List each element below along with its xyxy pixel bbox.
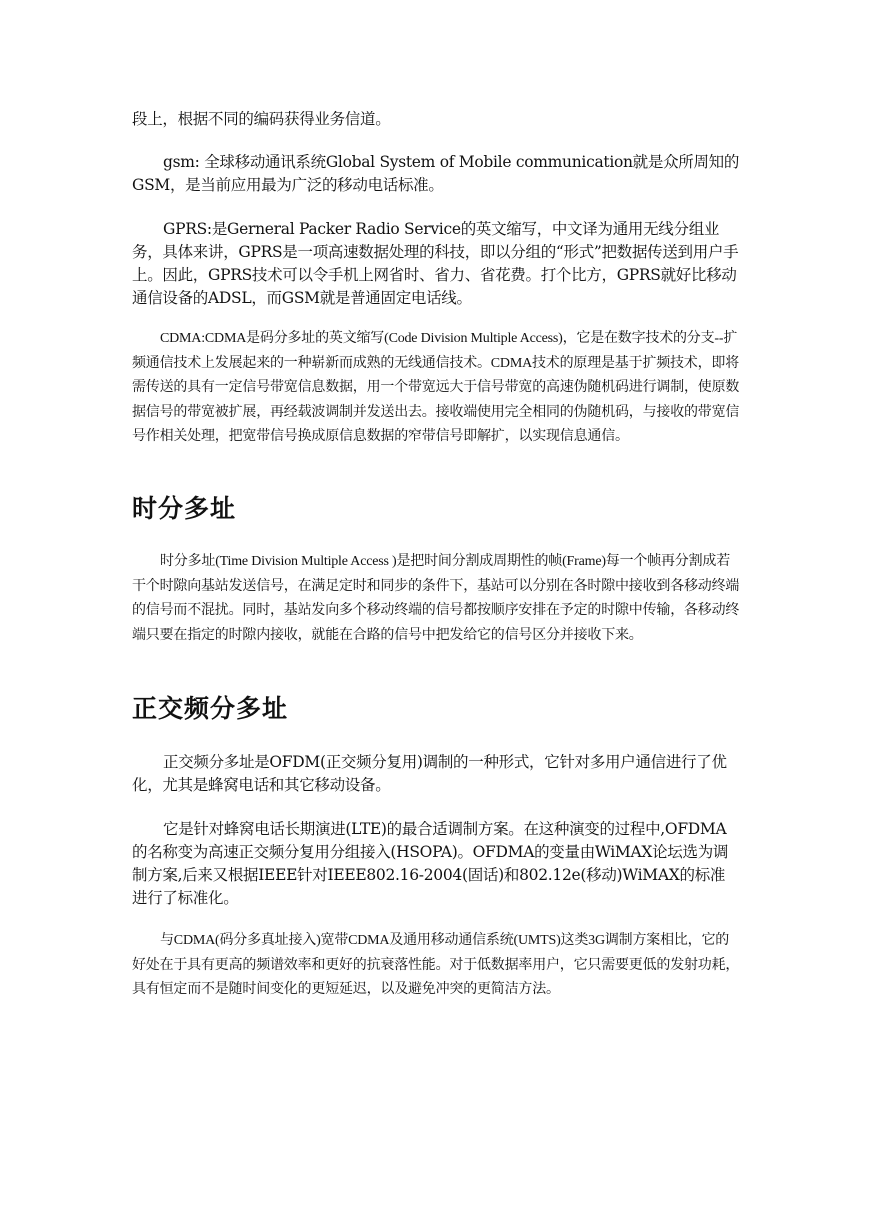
section-heading-ofdma: 正交频分多址: [132, 694, 289, 723]
paragraph-tdma: 时分多址(Time Division Multiple Access )是把时间分割成周期性的帧(Frame)每一个帧再分割成若干个时隙向基站发送信号，在满足定时和同步的条件下，基站可以分别在各时隙中接收到各移动终端的信号而不混扰。同时，基站发向多个移动终端的信号都按顺序安排在予定的时隙中传输，各移动终端只要在指定的时隙内接收，就能在合路的信号中把发给它的信号区分并接收下来。: [132, 554, 740, 643]
paragraph-gsm: gsm: 全球移动通讯系统Global System of Mobile communication就是众所周知的GSM，是当前应用最为广泛的移动电话标准。: [132, 153, 740, 194]
paragraph-intro-continued: 段上，根据不同的编码获得业务信道。: [132, 110, 391, 128]
paragraph-ofdma-definition: 正交频分多址是OFDM(正交频分复用)调制的一种形式，它针对多用户通信进行了优化，尤其是蜂窝电话和其它移动设备。: [132, 753, 727, 794]
paragraph-ofdma-advantages: 与CDMA(码分多真址接入)宽带CDMA及通用移动通信系统(UMTS)这类3G调制方案相比，它的好处在于具有更高的频谱效率和更好的抗衰落性能。对于低数据率用户，它只需要更低的发射功耗，具有恒定而不是随时间变化的更短延迟，以及避免冲突的更简洁方法。: [132, 933, 740, 997]
paragraph-cdma: CDMA:CDMA是码分多址的英文缩写(Code Division Multiple Access)，它是在数字技术的分支--扩频通信技术上发展起来的一种崭新而成熟的无线通信技术。CDMA技术的原理是基于扩频技术，即将需传送的具有一定信号带宽信息数据，用一个带宽远大于信号带宽的高速伪随机码进行调制，使原数据信号的带宽被扩展，再经载波调制并发送出去。接收端使用完全相同的伪随机码，与接收的带宽信号作相关处理，把宽带信号换成原信息数据的窄带信号即解扩，以实现信息通信。: [132, 331, 740, 444]
paragraph-ofdma-lte: 它是针对蜂窝电话长期演进(LTE)的最合适调制方案。在这种演变的过程中,OFDMA的名称变为高速正交频分复用分组接入(HSOPA)。OFDMA的变量由WiMAX论坛选为调制方案,后来又根据IEEE针对IEEE802.16-2004(固话)和802.12e(移动)WiMAX的标准进行了标准化。: [132, 820, 729, 907]
paragraph-gprs: GPRS:是Gerneral Packer Radio Service的英文缩写，中文译为通用无线分组业务，具体来讲，GPRS是一项高速数据处理的科技，即以分组的“形式”把数据传送到用户手上。因此，GPRS技术可以令手机上网省时、省力、省花费。打个比方，GPRS就好比移动通信设备的ADSL，而GSM就是普通固定电话线。: [132, 220, 739, 307]
section-heading-tdma: 时分多址: [132, 494, 237, 523]
